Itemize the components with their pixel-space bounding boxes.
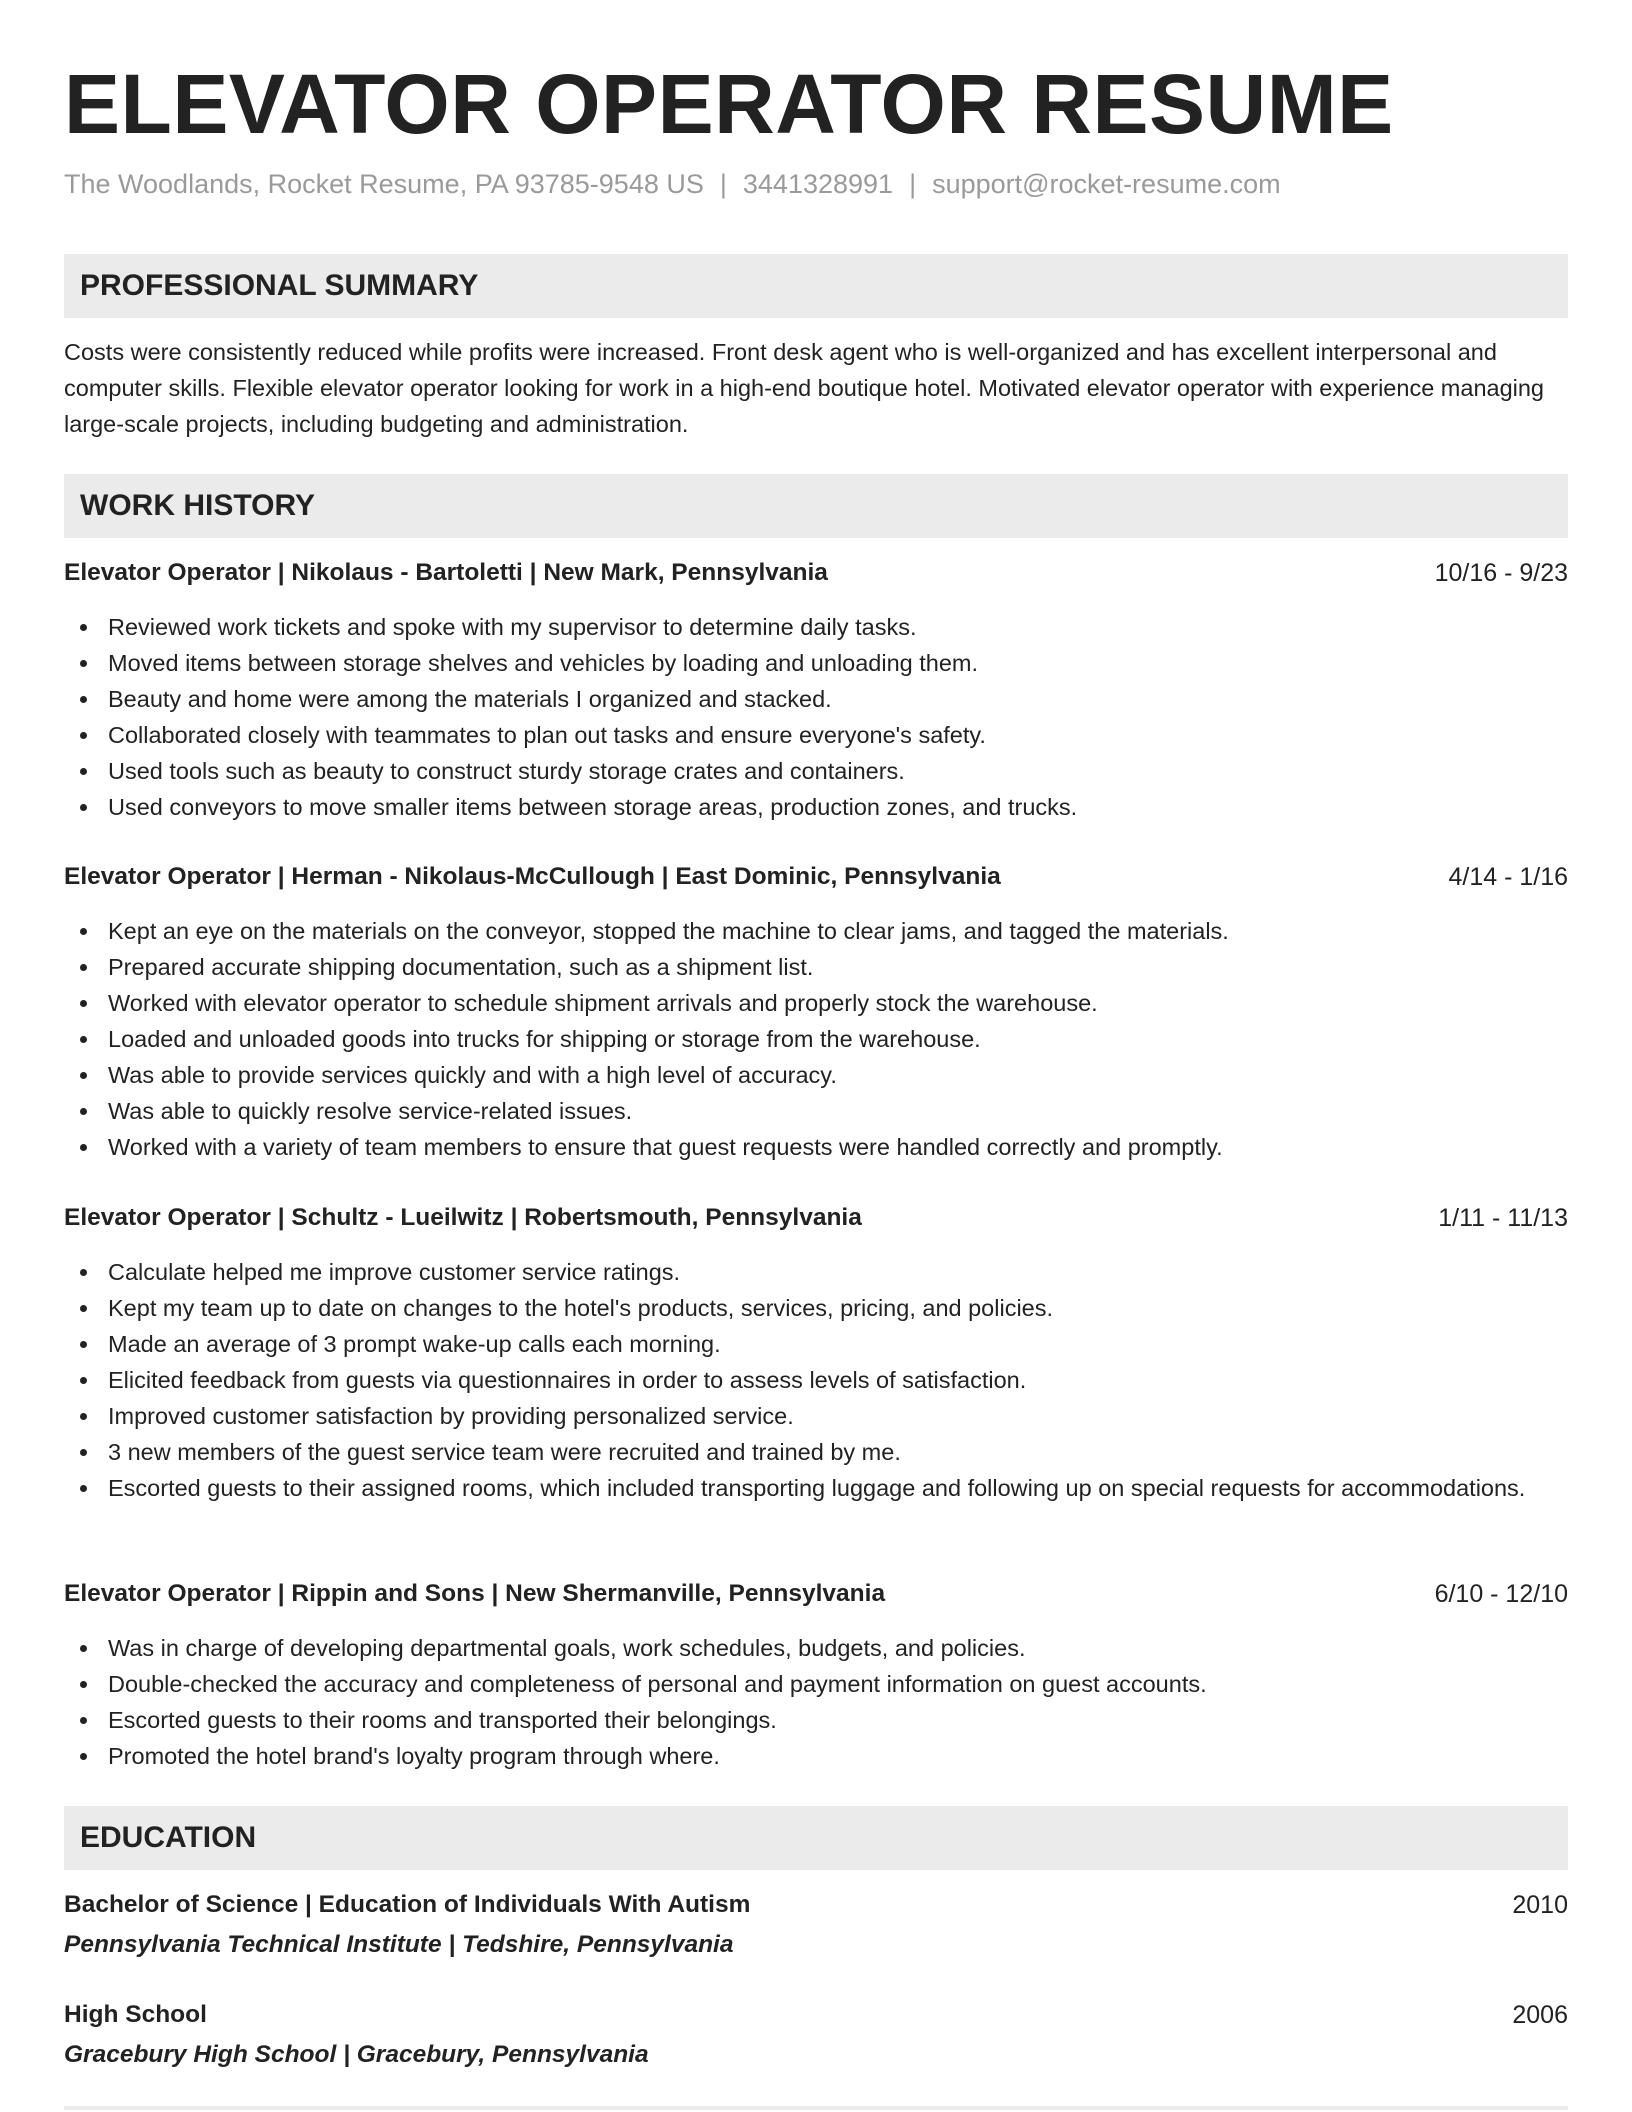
- job-title: Elevator Operator | Rippin and Sons | New Shermanville, Pennsylvania: [64, 1580, 886, 1607]
- contact-line: [64, 166, 1281, 202]
- job-title: Elevator Operator | Nikolaus - Bartoletti | New Mark, Pennsylvania: [64, 559, 828, 586]
- job-heading: [64, 859, 1568, 895]
- contact-separator: |: [909, 169, 917, 199]
- list-item: Escorted guests to their assigned rooms, which included transporting luggage and following up on special requests for accommodations.: [64, 1470, 1568, 1506]
- list-item: Used tools such as beauty to construct sturdy storage crates and containers.: [64, 753, 1568, 789]
- list-item: Was able to provide services quickly and with a high level of accuracy.: [64, 1057, 1568, 1093]
- list-item: Promoted the hotel brand's loyalty program through where.: [64, 1738, 1568, 1774]
- list-item: Escorted guests to their rooms and transported their belongings.: [64, 1702, 1568, 1738]
- list-item: Kept an eye on the materials on the conveyor, stopped the machine to clear jams, and tagged the materials.: [64, 913, 1568, 949]
- list-item: Beauty and home were among the materials I organized and stacked.: [64, 681, 1568, 717]
- job-dates: 1/11 - 11/13: [1438, 1204, 1568, 1232]
- contact-separator: |: [719, 169, 727, 199]
- list-item: Moved items between storage shelves and vehicles by loading and unloading them.: [64, 645, 1568, 681]
- list-item: Used conveyors to move smaller items between storage areas, production zones, and trucks.: [64, 789, 1568, 825]
- job-heading: [64, 1200, 1568, 1236]
- section-heading: PROFESSIONAL SUMMARY: [80, 269, 479, 302]
- job-heading: [64, 555, 1568, 591]
- education-school: Pennsylvania Technical Institute | Tedshire, Pennsylvania: [64, 1931, 734, 1958]
- list-item: Reviewed work tickets and spoke with my supervisor to determine daily tasks.: [64, 609, 1568, 645]
- education-school: Gracebury High School | Gracebury, Pennsylvania: [64, 2041, 649, 2068]
- list-item: Made an average of 3 prompt wake-up calls each morning.: [64, 1326, 1568, 1362]
- list-item: Worked with elevator operator to schedule shipment arrivals and properly stock the warehouse.: [64, 985, 1568, 1021]
- contact-phone: 3441328991: [742, 169, 894, 199]
- list-item: Collaborated closely with teammates to plan out tasks and ensure everyone's safety.: [64, 717, 1568, 753]
- list-item: Calculate helped me improve customer service ratings.: [64, 1254, 1568, 1290]
- job-dates: 4/14 - 1/16: [1448, 863, 1568, 891]
- job-title: Elevator Operator | Schultz - Lueilwitz | Robertsmouth, Pennsylvania: [64, 1204, 862, 1231]
- section-header-summary: [64, 254, 1568, 318]
- list-item: Worked with a variety of team members to ensure that guest requests were handled correctly and promptly.: [64, 1129, 1568, 1165]
- section-divider: [64, 2106, 1568, 2110]
- list-item: Elicited feedback from guests via questionnaires in order to assess levels of satisfaction.: [64, 1362, 1568, 1398]
- list-item: Loaded and unloaded goods into trucks for shipping or storage from the warehouse.: [64, 1021, 1568, 1057]
- job-dates: 6/10 - 12/10: [1434, 1580, 1568, 1608]
- education-degree: High School: [64, 2001, 207, 2028]
- education-heading: [64, 1997, 1568, 2033]
- list-item: Improved customer satisfaction by providing personalized service.: [64, 1398, 1568, 1434]
- job-bullets: [64, 609, 1568, 825]
- job-title: Elevator Operator | Herman - Nikolaus-McCullough | East Dominic, Pennsylvania: [64, 863, 1001, 890]
- resume-title: ELEVATOR OPERATOR RESUME: [64, 57, 1394, 151]
- job-bullets: [64, 1630, 1568, 1774]
- section-heading: EDUCATION: [80, 1821, 257, 1854]
- education-year: 2010: [1512, 1891, 1568, 1919]
- list-item: Double-checked the accuracy and completeness of personal and payment information on guest accounts.: [64, 1666, 1568, 1702]
- contact-address: The Woodlands, Rocket Resume, PA 93785-9548 US: [64, 169, 704, 199]
- job-bullets: [64, 913, 1568, 1165]
- section-heading: WORK HISTORY: [80, 489, 316, 522]
- education-heading: [64, 1887, 1568, 1923]
- list-item: Prepared accurate shipping documentation, such as a shipment list.: [64, 949, 1568, 985]
- section-header-education: [64, 1806, 1568, 1870]
- list-item: 3 new members of the guest service team were recruited and trained by me.: [64, 1434, 1568, 1470]
- education-year: 2006: [1512, 2001, 1568, 2029]
- job-dates: 10/16 - 9/23: [1434, 559, 1568, 587]
- contact-email: support@rocket-resume.com: [932, 169, 1281, 199]
- section-header-work: [64, 474, 1568, 538]
- job-heading: [64, 1576, 1568, 1612]
- list-item: Kept my team up to date on changes to the hotel's products, services, pricing, and policies.: [64, 1290, 1568, 1326]
- education-degree: Bachelor of Science | Education of Individuals With Autism: [64, 1891, 751, 1918]
- list-item: Was in charge of developing departmental goals, work schedules, budgets, and policies.: [64, 1630, 1568, 1666]
- list-item: Was able to quickly resolve service-related issues.: [64, 1093, 1568, 1129]
- job-bullets: [64, 1254, 1568, 1506]
- summary-text: Costs were consistently reduced while profits were increased. Front desk agent who is well-organized and has excellent interpersonal and computer skills. Flexible elevator operator looking for work in a high-end boutique hotel. Motivated elevator operator with experience managing large-scale projects, including budgeting and administration.: [64, 339, 1545, 437]
